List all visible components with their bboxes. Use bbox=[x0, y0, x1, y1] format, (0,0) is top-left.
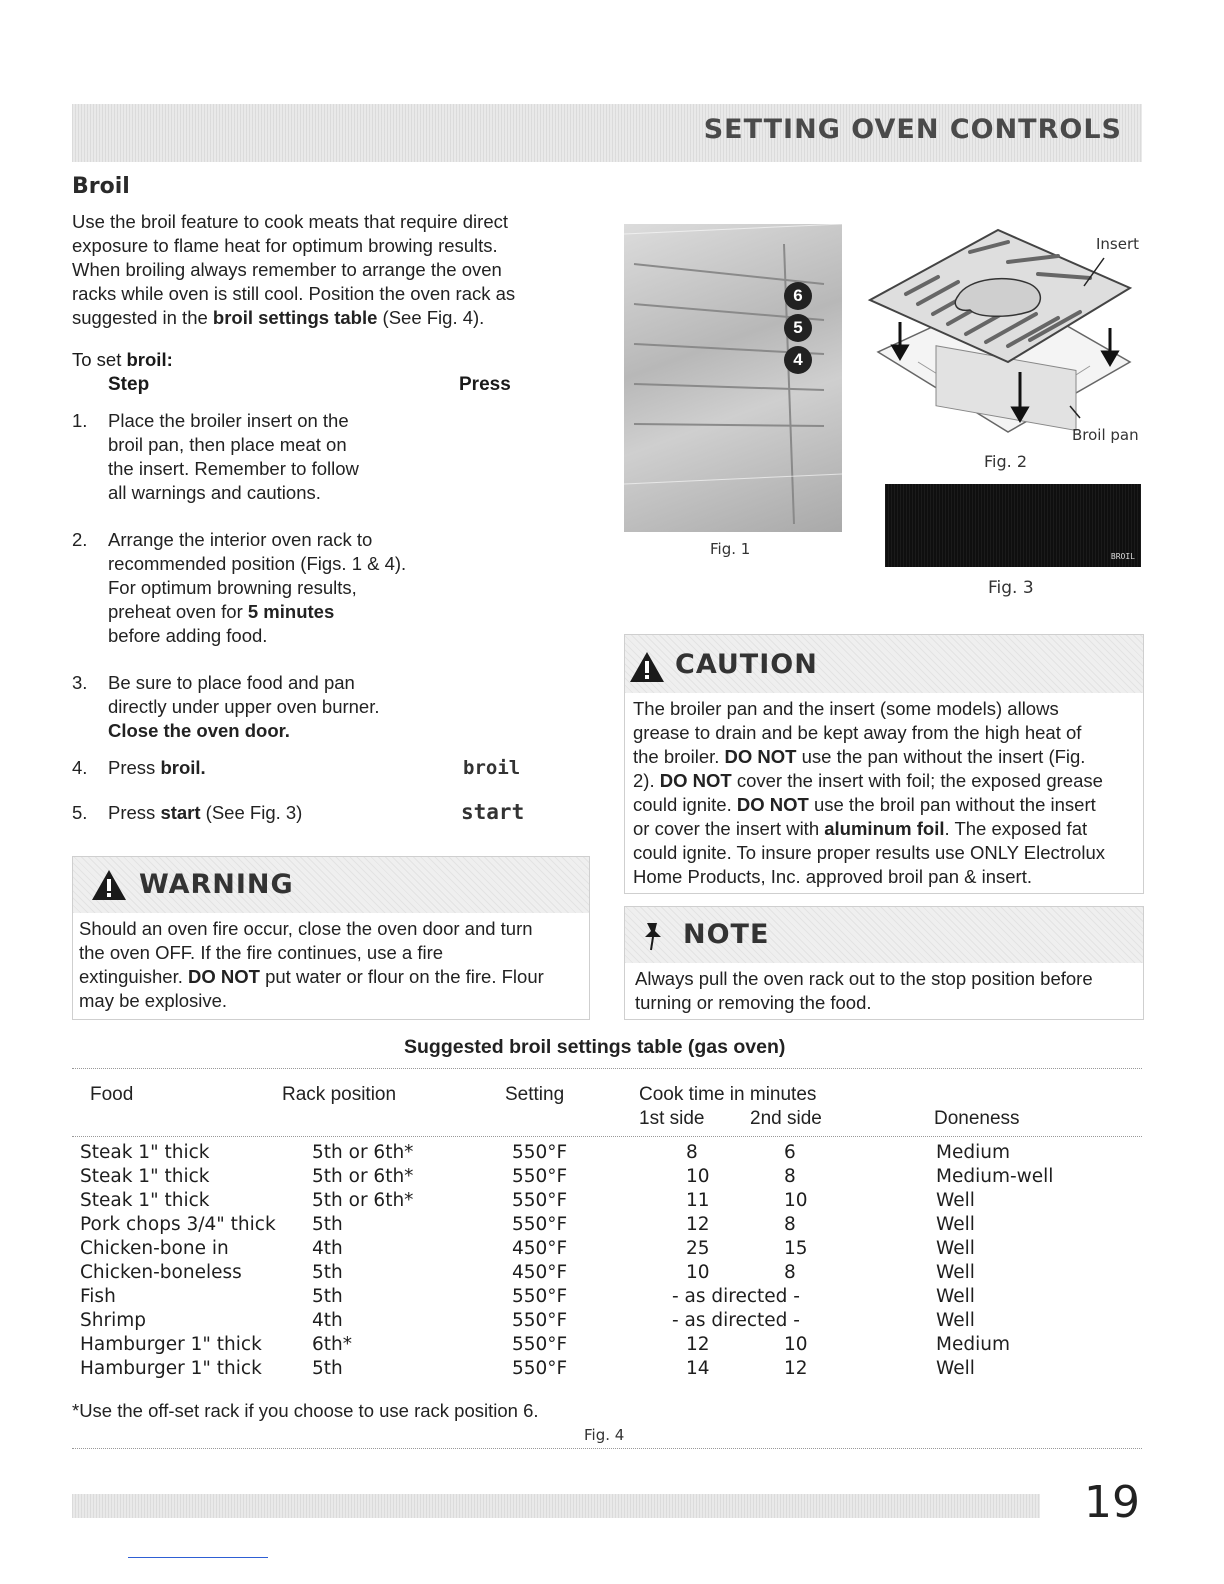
header-banner bbox=[72, 104, 1142, 162]
table-cell-rack: 5th or 6th* bbox=[312, 1166, 414, 1187]
warning-text: Should an oven fire occur, close the oven door and turn the oven OFF. If the fire continues, use a fire extinguisher. DO NOT put water or flour on the fire. Flour may be explosive. bbox=[79, 918, 544, 1011]
table-cell-food: Steak 1" thick bbox=[80, 1142, 210, 1163]
table-cell-food: Fish bbox=[80, 1286, 116, 1307]
table-cell-first-side: 8 bbox=[686, 1142, 698, 1163]
warning-header bbox=[73, 857, 589, 913]
press-header: Press bbox=[459, 374, 511, 395]
table-cell-setting: 450°F bbox=[512, 1262, 568, 1283]
table-cell-setting: 550°F bbox=[512, 1214, 568, 1235]
table-cell-second-side: 8 bbox=[784, 1214, 796, 1235]
table-cell-second-side: 12 bbox=[784, 1358, 808, 1379]
step-1: 1. Place the broiler insert on the broil pan, then place meat on the insert. Remember to follow all warnings and cautions. bbox=[72, 410, 359, 503]
table-cell-first-side: 14 bbox=[686, 1358, 710, 1379]
caution-label: CAUTION bbox=[675, 649, 818, 680]
table-cell-food: Chicken-boneless bbox=[80, 1262, 242, 1283]
table-cell-food: Pork chops 3/4" thick bbox=[80, 1214, 276, 1235]
caution-icon bbox=[629, 651, 665, 683]
insert-label: Insert bbox=[1096, 235, 1140, 253]
broil-pan-label: Broil pan bbox=[1072, 426, 1139, 444]
pushpin-icon bbox=[643, 921, 663, 951]
rack-position-4-badge: 4 bbox=[784, 346, 812, 374]
table-cell-doneness: Well bbox=[936, 1262, 975, 1283]
table-cell-setting: 550°F bbox=[512, 1190, 568, 1211]
section-title: Broil bbox=[72, 174, 130, 199]
fig-2-caption: Fig. 2 bbox=[984, 452, 1027, 471]
table-cell-setting: 550°F bbox=[512, 1334, 568, 1355]
table-cell-rack: 4th bbox=[312, 1238, 343, 1259]
intro-line: suggested in the broil settings table (See Fig. 4). bbox=[72, 307, 485, 328]
table-cell-second-side: 8 bbox=[784, 1166, 796, 1187]
table-bottom-rule bbox=[72, 1448, 1142, 1449]
table-cell-rack: 5th bbox=[312, 1262, 343, 1283]
warning-label: WARNING bbox=[139, 869, 294, 900]
fig-3-caption: Fig. 3 bbox=[988, 578, 1034, 598]
table-cell-food: Steak 1" thick bbox=[80, 1190, 210, 1211]
table-cell-setting: 550°F bbox=[512, 1310, 568, 1331]
broiler-pan-drawing bbox=[858, 222, 1148, 452]
col-header-doneness: Doneness bbox=[934, 1108, 1020, 1129]
table-cell-second-side: 10 bbox=[784, 1334, 808, 1355]
col-header-second-side: 2nd side bbox=[750, 1108, 822, 1129]
table-cell-rack: 5th or 6th* bbox=[312, 1190, 414, 1211]
table-cell-rack: 5th or 6th* bbox=[312, 1142, 414, 1163]
oven-interior-photo bbox=[624, 224, 842, 532]
press-broil-key: broil bbox=[463, 757, 521, 779]
caution-box bbox=[624, 634, 1144, 894]
step-2: 2. Arrange the interior oven rack to recommended position (Figs. 1 & 4). For optimum browning results, preheat oven for 5 minutes before adding food. bbox=[72, 529, 407, 646]
table-cell-doneness: Well bbox=[936, 1238, 975, 1259]
table-cell-doneness: Well bbox=[936, 1358, 975, 1379]
step-3: 3. Be sure to place food and pan directly under upper oven burner. Close the oven door. bbox=[72, 672, 380, 741]
step-4: 4. Press broil. bbox=[72, 757, 206, 778]
table-cell-second-side: 15 bbox=[784, 1238, 808, 1259]
intro-line: When broiling always remember to arrange the oven bbox=[72, 259, 502, 280]
header-title: SETTING OVEN CONTROLS bbox=[703, 114, 1122, 145]
table-cell-rack: 6th* bbox=[312, 1334, 352, 1355]
step-5: 5. Press start (See Fig. 3) bbox=[72, 802, 303, 823]
table-cell-second-side: 8 bbox=[784, 1262, 796, 1283]
table-cell-food: Shrimp bbox=[80, 1310, 146, 1331]
intro-line: Use the broil feature to cook meats that require direct bbox=[72, 211, 508, 232]
intro-line: racks while oven is still cool. Position the oven rack as bbox=[72, 283, 516, 304]
table-top-rule bbox=[72, 1068, 1142, 1069]
table-cell-doneness: Well bbox=[936, 1190, 975, 1211]
table-cell-doneness: Well bbox=[936, 1214, 975, 1235]
table-cell-first-side: 11 bbox=[686, 1190, 710, 1211]
note-header bbox=[625, 907, 1143, 963]
table-cell-doneness: Well bbox=[936, 1286, 975, 1307]
footer-bar bbox=[72, 1494, 1040, 1518]
intro-paragraph bbox=[72, 210, 542, 330]
step-number: 5. bbox=[72, 802, 88, 823]
note-box bbox=[624, 906, 1144, 1020]
step-number: 2. bbox=[72, 529, 88, 550]
footer-link-underline bbox=[128, 1557, 268, 1558]
table-cell-setting: 550°F bbox=[512, 1358, 568, 1379]
table-title: Suggested broil settings table (gas oven) bbox=[404, 1036, 786, 1058]
table-cell-doneness: Well bbox=[936, 1310, 975, 1331]
warning-icon bbox=[91, 869, 127, 901]
to-set-label: To set broil: bbox=[72, 349, 173, 370]
table-cell-doneness: Medium bbox=[936, 1334, 1010, 1355]
table-cell-first-side: 12 bbox=[686, 1214, 710, 1235]
fig-1-caption: Fig. 1 bbox=[710, 540, 751, 558]
note-label: NOTE bbox=[683, 919, 770, 950]
oven-racks-drawing bbox=[624, 224, 842, 532]
step-number: 4. bbox=[72, 757, 88, 778]
caution-header bbox=[625, 635, 1143, 693]
table-header-rule bbox=[72, 1136, 1142, 1137]
step-header: Step bbox=[108, 374, 150, 395]
col-header-food: Food bbox=[90, 1084, 134, 1105]
table-cell-setting: 550°F bbox=[512, 1286, 568, 1307]
table-cell-rack: 5th bbox=[312, 1286, 343, 1307]
table-cell-setting: 450°F bbox=[512, 1238, 568, 1259]
table-cell-doneness: Medium bbox=[936, 1142, 1010, 1163]
control-panel-photo bbox=[885, 484, 1141, 567]
warning-box bbox=[72, 856, 590, 1020]
table-cell-rack: 4th bbox=[312, 1310, 343, 1331]
col-header-first-side: 1st side bbox=[639, 1108, 705, 1129]
fig-4-caption: Fig. 4 bbox=[584, 1426, 625, 1444]
table-cell-rack: 5th bbox=[312, 1358, 343, 1379]
table-cell-second-side: 10 bbox=[784, 1190, 808, 1211]
table-cell-first-side: 10 bbox=[686, 1262, 710, 1283]
table-footnote: *Use the off-set rack if you choose to use rack position 6. bbox=[72, 1400, 539, 1421]
table-cell-food: Hamburger 1" thick bbox=[80, 1358, 262, 1379]
table-cell-food: Steak 1" thick bbox=[80, 1166, 210, 1187]
table-cell-second-side: 6 bbox=[784, 1142, 796, 1163]
col-header-cook-time: Cook time in minutes bbox=[639, 1084, 817, 1105]
col-header-rack: Rack position bbox=[282, 1084, 397, 1105]
table-cell-food: Chicken-bone in bbox=[80, 1238, 229, 1259]
table-cell-food: Hamburger 1" thick bbox=[80, 1334, 262, 1355]
table-cell-cook-time: - as directed - bbox=[672, 1286, 800, 1307]
intro-line: exposure to flame heat for optimum browing results. bbox=[72, 235, 498, 256]
step-number: 1. bbox=[72, 410, 88, 431]
table-cell-setting: 550°F bbox=[512, 1166, 568, 1187]
press-start-key: start bbox=[461, 800, 525, 824]
caution-text: The broiler pan and the insert (some models) allows grease to drain and be kept away from the high heat of the broiler. DO NOT use the pan without the insert (Fig. 2). DO NOT cover the insert with foil; the exposed grease could ignite. DO NOT use the broil pan without the insert or cover the insert with aluminum foil. The exposed fat could ignite. To insure proper results use ONLY Electrolux Home Products, Inc. approved broil pan & insert. bbox=[633, 698, 1105, 887]
table-cell-first-side: 10 bbox=[686, 1166, 710, 1187]
col-header-setting: Setting bbox=[505, 1084, 565, 1105]
step-number: 3. bbox=[72, 672, 88, 693]
note-text: Always pull the oven rack out to the stop position before turning or removing the food. bbox=[635, 968, 1093, 1013]
table-cell-setting: 550°F bbox=[512, 1142, 568, 1163]
table-cell-first-side: 12 bbox=[686, 1334, 710, 1355]
table-cell-doneness: Medium-well bbox=[936, 1166, 1054, 1187]
rack-position-6-badge: 6 bbox=[784, 282, 812, 310]
table-cell-first-side: 25 bbox=[686, 1238, 710, 1259]
table-cell-rack: 5th bbox=[312, 1214, 343, 1235]
page-number: 19 bbox=[1084, 1477, 1140, 1528]
intro-emphasis: broil settings table bbox=[212, 307, 378, 328]
table-cell-cook-time: - as directed - bbox=[672, 1310, 800, 1331]
rack-position-5-badge: 5 bbox=[784, 314, 812, 342]
broil-key-label: BROIL bbox=[1110, 552, 1135, 561]
